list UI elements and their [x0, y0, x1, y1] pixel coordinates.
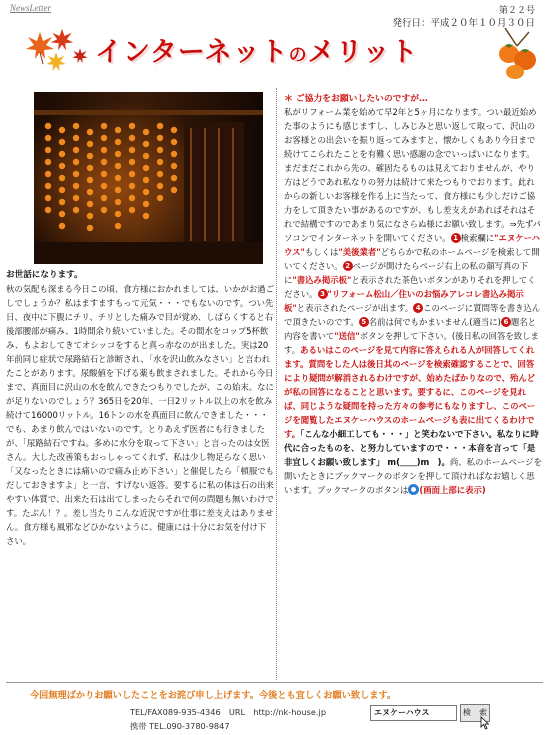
step-1-text: 検索欄に: [460, 233, 495, 243]
left-body-text: 秋の気配も深まる今日この頃、食方様におかれましては、いかがお過ごしでしょうか？私はますますもって元気・・・でもないのです。つい先日、夜中に下腹にチリ、チリとした痛みで目が覚め、しばらくすると右後部腰部が痛み、1時間余り続いていました。その間水をコップ5杯飲み、もよおしてきてオシッコをすると真っ赤なのが出ました。実は20年前同じ症状で尿路結石と診断され、「水を沢山飲みなさい」と言われたことがあります。尿酸値を下げる薬も飲まされました。それから今日まで、真面目に沢山の水を飲んできたつもりでしたが、この始末。なにが足りないのでしょう？365日を20年、一日2リットル以上の水を飲み続けて16000リットル。16トンの水を真面目に飲んできました・・・でも、あまり飲んではいないのです。とりあえず医者にも行きましたが、「尿路結石ですね。多めに水分を取って下さい」と言ったのは女医さん。大した改善策もおっしゃってくれず、私は少し物足らなく思い「又なったときには痛いので痛み止め下さい」と催促したら「頓服でもだしておきますよ」と一言、すげない返答。要するに私の体は石の出来やすい体質で、出来た石は出てしまったらそれで何の問題も無いわけです。たぶん！？。差し当たりこんな近況ですが仕事に差支えはありません。食方様も風邪などひかないように、健康には十分にお気を付け下さい。: [6, 284, 274, 546]
newsletter-label: NewsLetter: [10, 3, 52, 13]
maple-leaves-icon: [22, 26, 88, 74]
step-3-marker: 3: [318, 289, 328, 299]
greeting-heading: お世話になります。: [6, 270, 83, 280]
keyword-send: "送信": [334, 331, 360, 341]
persimmon-icon: [495, 26, 539, 80]
hanging-persimmons-photo: [34, 92, 263, 264]
request-paragraph: 「こんな小細工しても・・・」と笑わないで下さい。私なりに時代に合ったものを、と努力していますので・・・本音を言って「是非宜しくお願い致します」 m(＿＿)m )。: [284, 429, 539, 467]
step-6-note: あるいはこのページを見て内容に答えられる人が回答してくれます。: [284, 345, 535, 369]
step-6-text: 題名と内容を書いて: [284, 317, 536, 341]
step-3-text: と表示されたページが出ます。: [296, 303, 414, 313]
closing-message: 今回無理ばかりお願いしたことをお詫び申し上げます。今後とも宜しくお願い致します。: [30, 690, 397, 701]
step-1-text-c: どちらかで私のホームページを検索して開いてください。: [284, 247, 540, 271]
title-part-2: の: [288, 45, 308, 66]
page-title: [95, 30, 419, 69]
title-part-1: インターネット: [95, 37, 289, 68]
step-5-marker: 5: [359, 317, 369, 327]
purpose-paragraph: 要するに、このページを見れば、同じような疑問を持った方々の参考にもなりますし、このページを閲覧したエヌケーハウスのホームページも表に出てくるわけです。: [284, 387, 536, 439]
step-4-text: このページに質問等を書き込んで頂きたいのです。: [284, 303, 541, 327]
footer-separator: [6, 682, 543, 683]
intro-paragraph: 私がリフォーム業を始めて早2年と5ヶ月になります。つい最近始めた事のようにも感じますし、しみじみと思い返して取って、沢山のお客様との出会いを振り返ってみますと、懐かしくもあり今日まで続けてこられたことを有難く思い感謝の念でいっぱいになります。まだまだこれから先の、確固たるものは見えておりませんが、やり方はどうであれ私なりの努力は続けて来たつもりでおります。此れからの新しいお客様を作る上に当たって、食方様にも少しだけご協力をして頂きたい事があるのですが、もし差支えがあればそれはそれで結構ですのであまり気になさらぬ様にお願い致します。⇒先ずパソコンでインターネットを開いてください。: [284, 107, 541, 243]
column-divider: [276, 88, 277, 680]
pointer-cursor-icon: [480, 716, 490, 730]
contact-tel-url: TEL/FAX089-935-4346 URL http://nk-house.jp: [130, 707, 327, 717]
step-5-text: 名前は何でもかまいません(適当に): [368, 317, 501, 327]
right-body-text: [284, 105, 542, 497]
step-2-marker: 2: [343, 261, 353, 271]
title-part-3: メリット: [307, 37, 419, 68]
keyword-board-title: "リフォーム松山／住いのお悩みアレコレ書込み掲示板": [284, 289, 524, 313]
keyword-business: "美後業者": [338, 247, 381, 257]
issue-number: 第２２号: [498, 6, 535, 16]
step-2-text: ページが開けたらページ右上の私の顔写真の下に: [284, 261, 529, 285]
explanation-paragraph: 質問をした人は後日其のページを検索確認することで、回答により疑問が解消されるわけですが、始めたばかりなので、殆んどが私の回答になることと思います。: [284, 359, 536, 397]
step-6-marker: 6: [501, 317, 511, 327]
step-6-text-b: ボタンを押して下さい。(後日私の回答を致します。: [284, 331, 539, 355]
keyword-board-button: "書込み掲示板": [292, 275, 352, 285]
issue-date: 発行日：平成２０年１０月３０日: [392, 18, 535, 29]
search-input[interactable]: エヌケーハウス: [370, 705, 457, 721]
bookmark-note: (画面上部に表示): [419, 485, 486, 495]
bookmark-paragraph: 尚、私のホームページを開いたときにブックマークのボタンを押して頂ければなお嬉しく思います。ブックマークのボタンは: [284, 457, 542, 495]
step-1-marker: 1: [451, 233, 461, 243]
step-1-text-b: もしくは: [304, 247, 339, 257]
cooperation-heading: ＊ ご協力をお願いしたいのですが…: [284, 94, 428, 104]
contact-mobile: 携帯 TEL.090-3780-9847: [130, 721, 230, 731]
step-4-marker: 4: [413, 303, 423, 313]
step-2-text-b: と表示された茶色いボタンがありそれを押してください。: [284, 275, 536, 299]
bookmark-icon: [408, 484, 419, 495]
keyword-nk-house: "エヌケーハウス": [284, 233, 540, 257]
search-button[interactable]: 検 索: [460, 704, 490, 722]
